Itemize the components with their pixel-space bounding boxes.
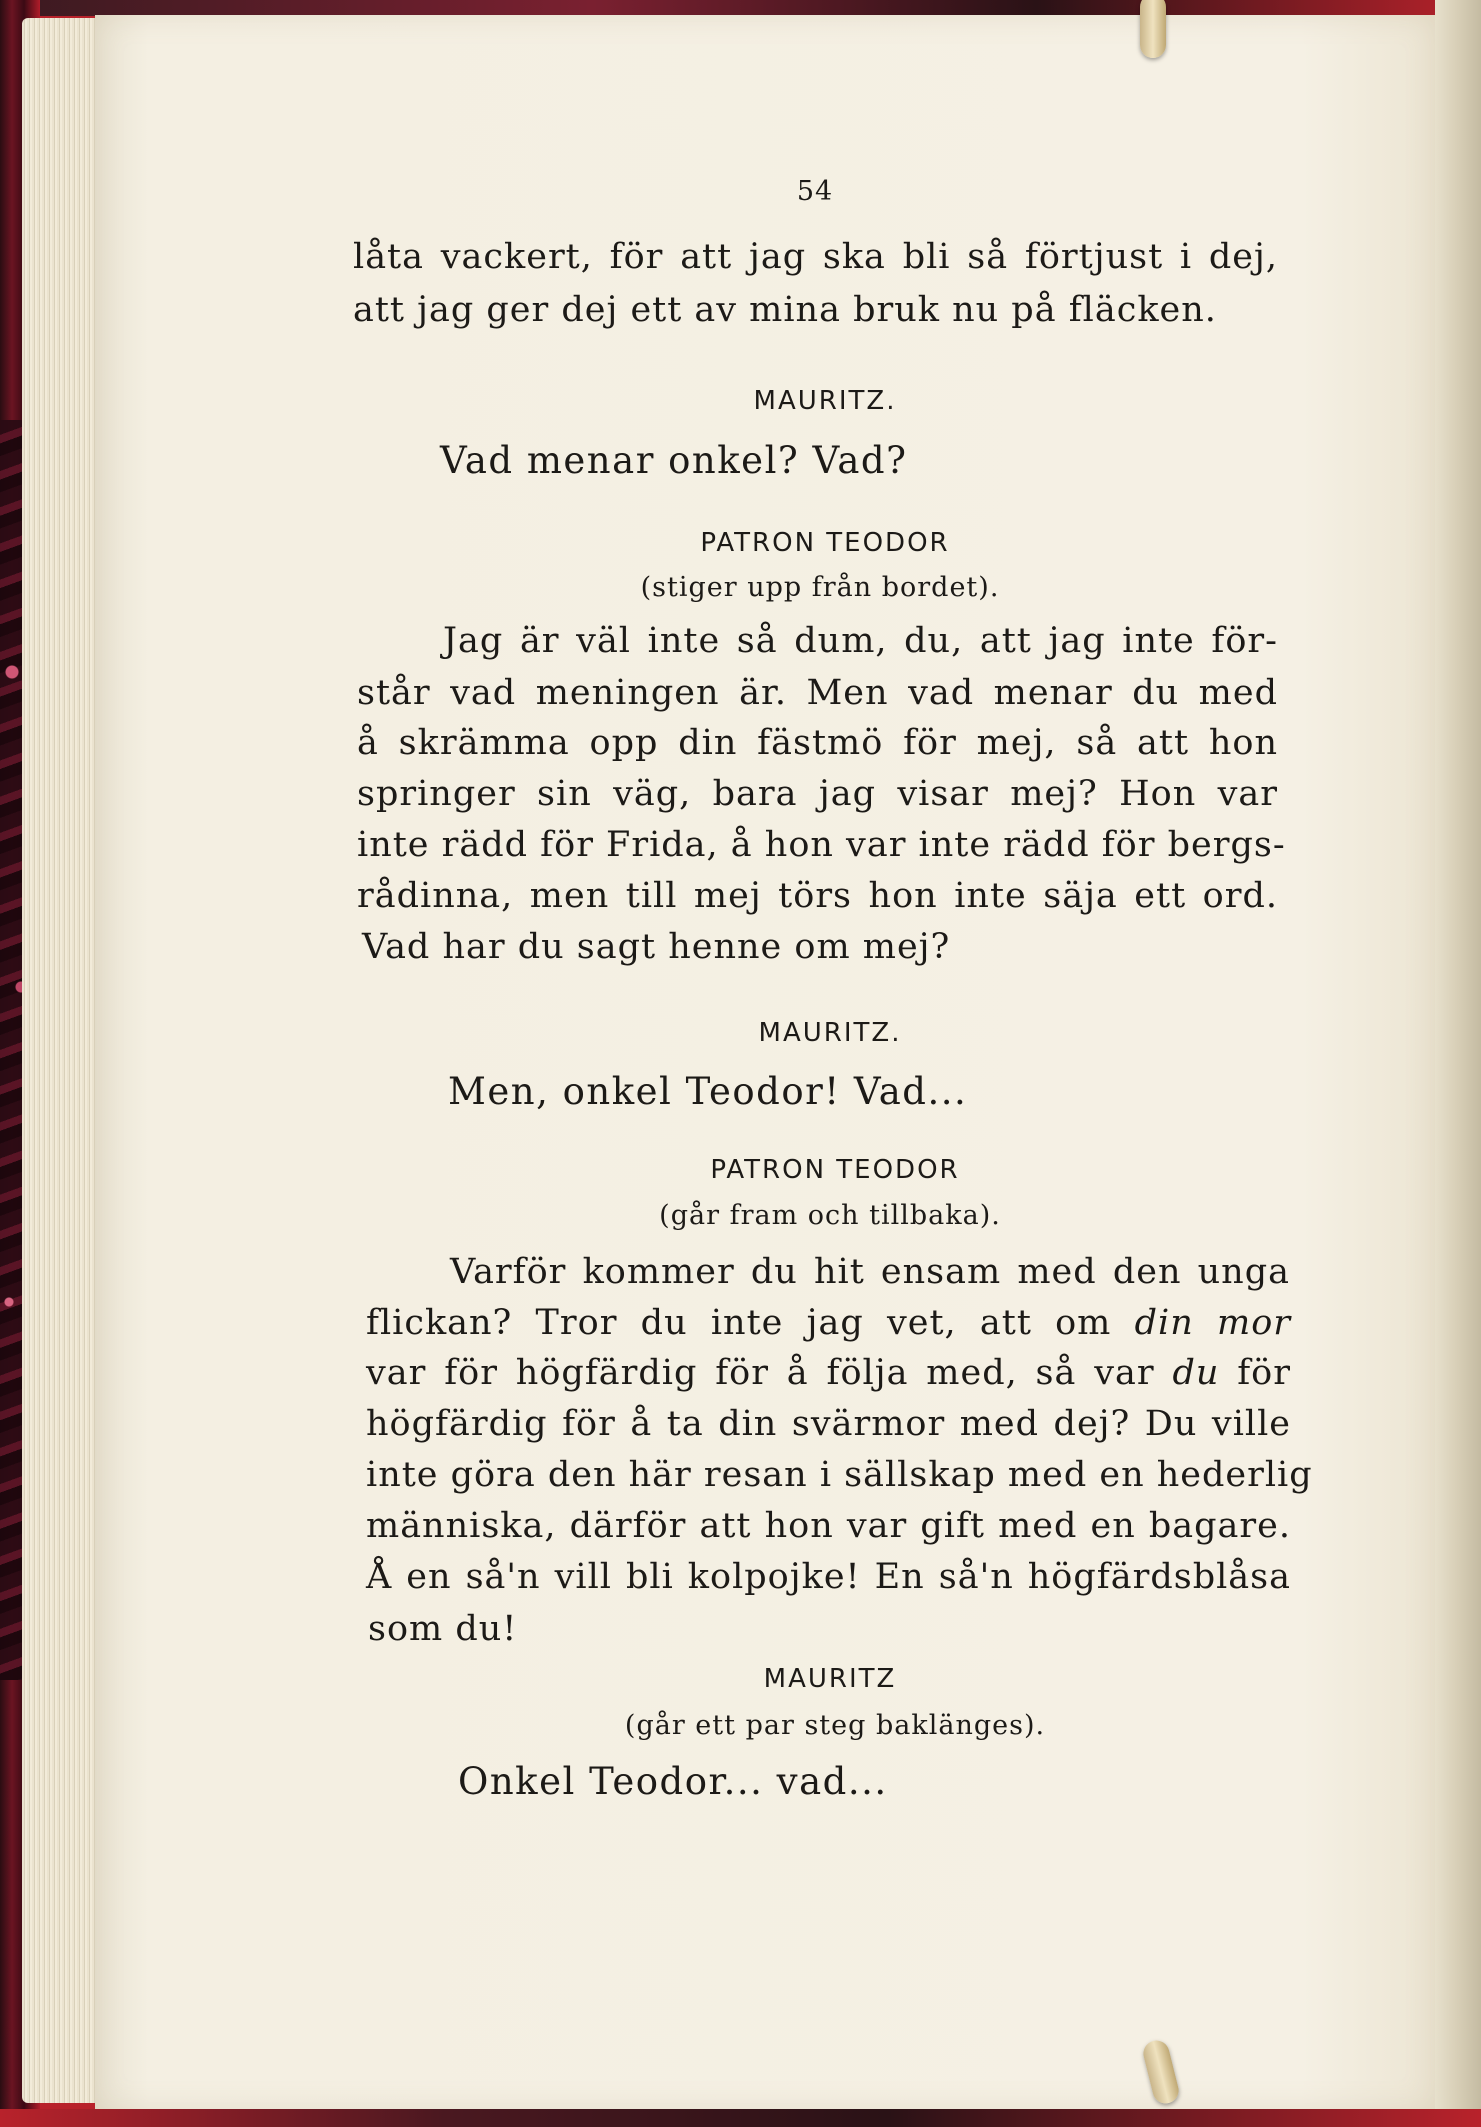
text-line: Jag är väl inte så dum, du, att jag inte för- bbox=[443, 621, 1278, 661]
speech-line: Onkel Teodor... vad... bbox=[458, 1760, 888, 1803]
text-line: rådinna, men till mej törs hon inte säja ett ord. bbox=[357, 876, 1278, 916]
stage-direction: (stiger upp från bordet). bbox=[640, 572, 1000, 603]
text-line: flickan? Tror du inte jag vet, att om din mor bbox=[366, 1303, 1291, 1343]
speaker-name: MAURITZ. bbox=[753, 386, 897, 416]
speech-line: Vad menar onkel? Vad? bbox=[440, 439, 908, 482]
text-line: inte göra den här resan i sällskap med en hederlig bbox=[366, 1455, 1313, 1495]
stage-direction: (går ett par steg baklänges). bbox=[624, 1710, 1046, 1741]
speaker-name: PATRON TEODOR bbox=[700, 528, 950, 558]
text-line: människa, därför att hon var gift med en bagare. bbox=[366, 1506, 1291, 1546]
speech-line: Men, onkel Teodor! Vad... bbox=[448, 1070, 968, 1113]
text-line: inte rädd för Frida, å hon var inte rädd för bergs- bbox=[357, 825, 1286, 865]
text-line: Vad har du sagt henne om mej? bbox=[362, 927, 951, 967]
text-line: å skrämma opp din fästmö för mej, så att hon bbox=[357, 723, 1278, 763]
text-line: som du! bbox=[368, 1609, 518, 1649]
text-line: står vad meningen är. Men vad menar du med bbox=[357, 673, 1278, 713]
text-line: Å en så'n vill bli kolpojke! En så'n högfärdsblåsa bbox=[366, 1557, 1291, 1597]
text-line: högfärdig för å ta din svärmor med dej? Du ville bbox=[366, 1404, 1291, 1444]
speaker-name: MAURITZ. bbox=[758, 1018, 902, 1048]
text-line: var för högfärdig för å följa med, så var du för bbox=[366, 1353, 1291, 1393]
speaker-name: PATRON TEODOR bbox=[710, 1155, 960, 1185]
speaker-name: MAURITZ bbox=[763, 1664, 897, 1694]
stage-direction: (går fram och tillbaka). bbox=[659, 1200, 1001, 1231]
text-line: låta vackert, för att jag ska bli så förtjust i dej, bbox=[353, 237, 1278, 277]
text-line: Varför kommer du hit ensam med den unga bbox=[450, 1252, 1290, 1292]
text-line: att jag ger dej ett av mina bruk nu på fläcken. bbox=[353, 290, 1217, 330]
emphasized-text: din mor bbox=[1134, 1303, 1291, 1343]
page-number: 54 bbox=[796, 176, 834, 207]
emphasized-text: du bbox=[1172, 1353, 1220, 1393]
text-line: springer sin väg, bara jag visar mej? Hon var bbox=[357, 774, 1278, 814]
